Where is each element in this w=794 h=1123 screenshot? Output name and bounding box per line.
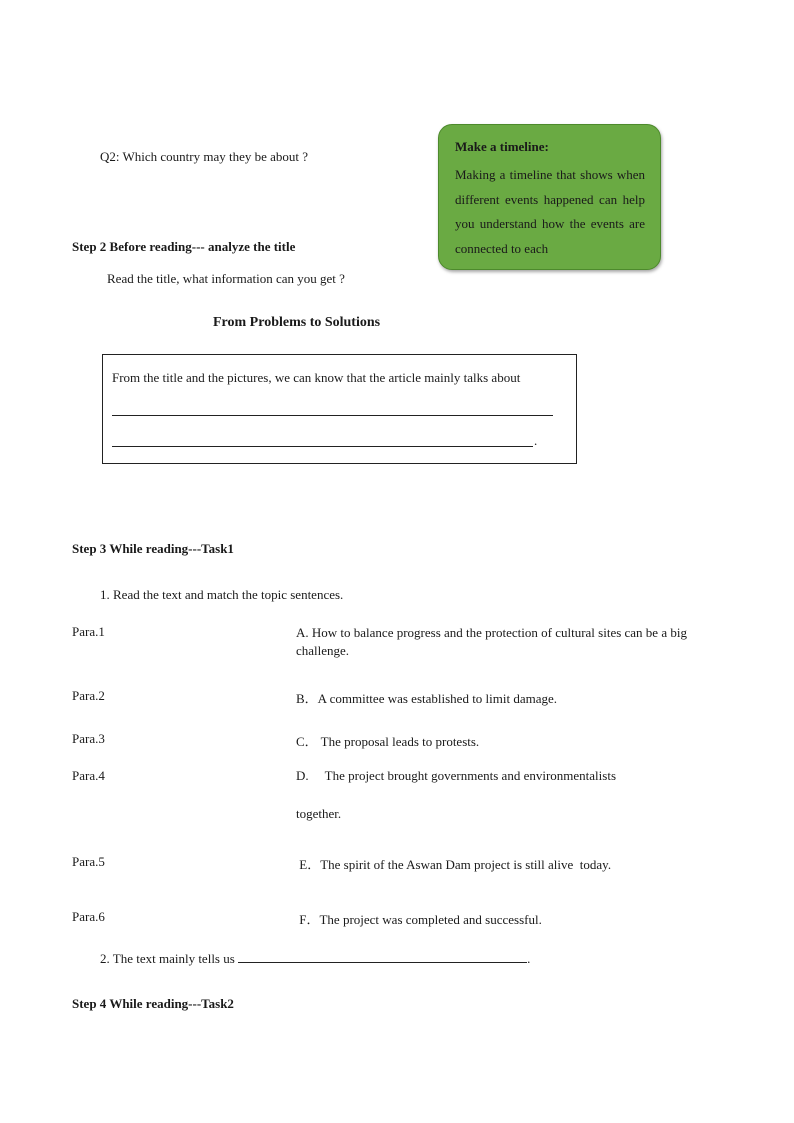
topic-sentence: F．The project was completed and successful. — [296, 912, 542, 927]
step3-question-2 — [100, 951, 530, 967]
callout-title: Make a timeline: — [455, 139, 549, 154]
para-label: Para.3 — [72, 731, 105, 746]
para-label: Para.4 — [72, 768, 105, 783]
step2-prompt: Read the title, what information can you get ? — [107, 271, 345, 286]
title-answer-box — [102, 354, 577, 464]
timeline-tip-callout — [438, 124, 661, 270]
para-label: Para.2 — [72, 688, 105, 703]
answer-blank[interactable] — [238, 951, 527, 963]
answer-end-period: . — [534, 433, 538, 448]
answer-line-1[interactable] — [112, 415, 553, 416]
question-2-prefix: 2. The text mainly tells us — [100, 951, 239, 966]
callout-body: Making a timeline that shows when different events happened can help you understand how the events are connected to each — [455, 167, 645, 256]
topic-sentence: C． The proposal leads to protests. — [296, 734, 480, 749]
topic-sentence: A. How to balance progress and the protection of cultural sites can be a big challenge. — [296, 625, 687, 658]
topic-sentence: B．A committee was established to limit damage. — [296, 691, 558, 706]
question-2-suffix: . — [527, 951, 531, 966]
question-q2: Q2: Which country may they be about ? — [100, 149, 309, 164]
topic-sentence: D. The project brought governments and environmentalists — [296, 768, 616, 783]
step3-question-1: 1. Read the text and match the topic sentences. — [100, 587, 344, 602]
para-label: Para.1 — [72, 624, 105, 639]
answer-line-2[interactable] — [112, 446, 533, 447]
step3-heading: Step 3 While reading---Task1 — [72, 541, 234, 556]
para-label: Para.6 — [72, 909, 105, 924]
step4-heading: Step 4 While reading---Task2 — [72, 996, 234, 1011]
topic-sentence: E．The spirit of the Aswan Dam project is still alive today. — [296, 857, 612, 872]
para-label: Para.5 — [72, 854, 105, 869]
step2-heading: Step 2 Before reading--- analyze the title — [72, 239, 296, 254]
answer-box-text: From the title and the pictures, we can know that the article mainly talks about — [112, 370, 521, 385]
topic-sentence-continued: together. — [296, 806, 342, 821]
article-title: From Problems to Solutions — [213, 315, 381, 330]
